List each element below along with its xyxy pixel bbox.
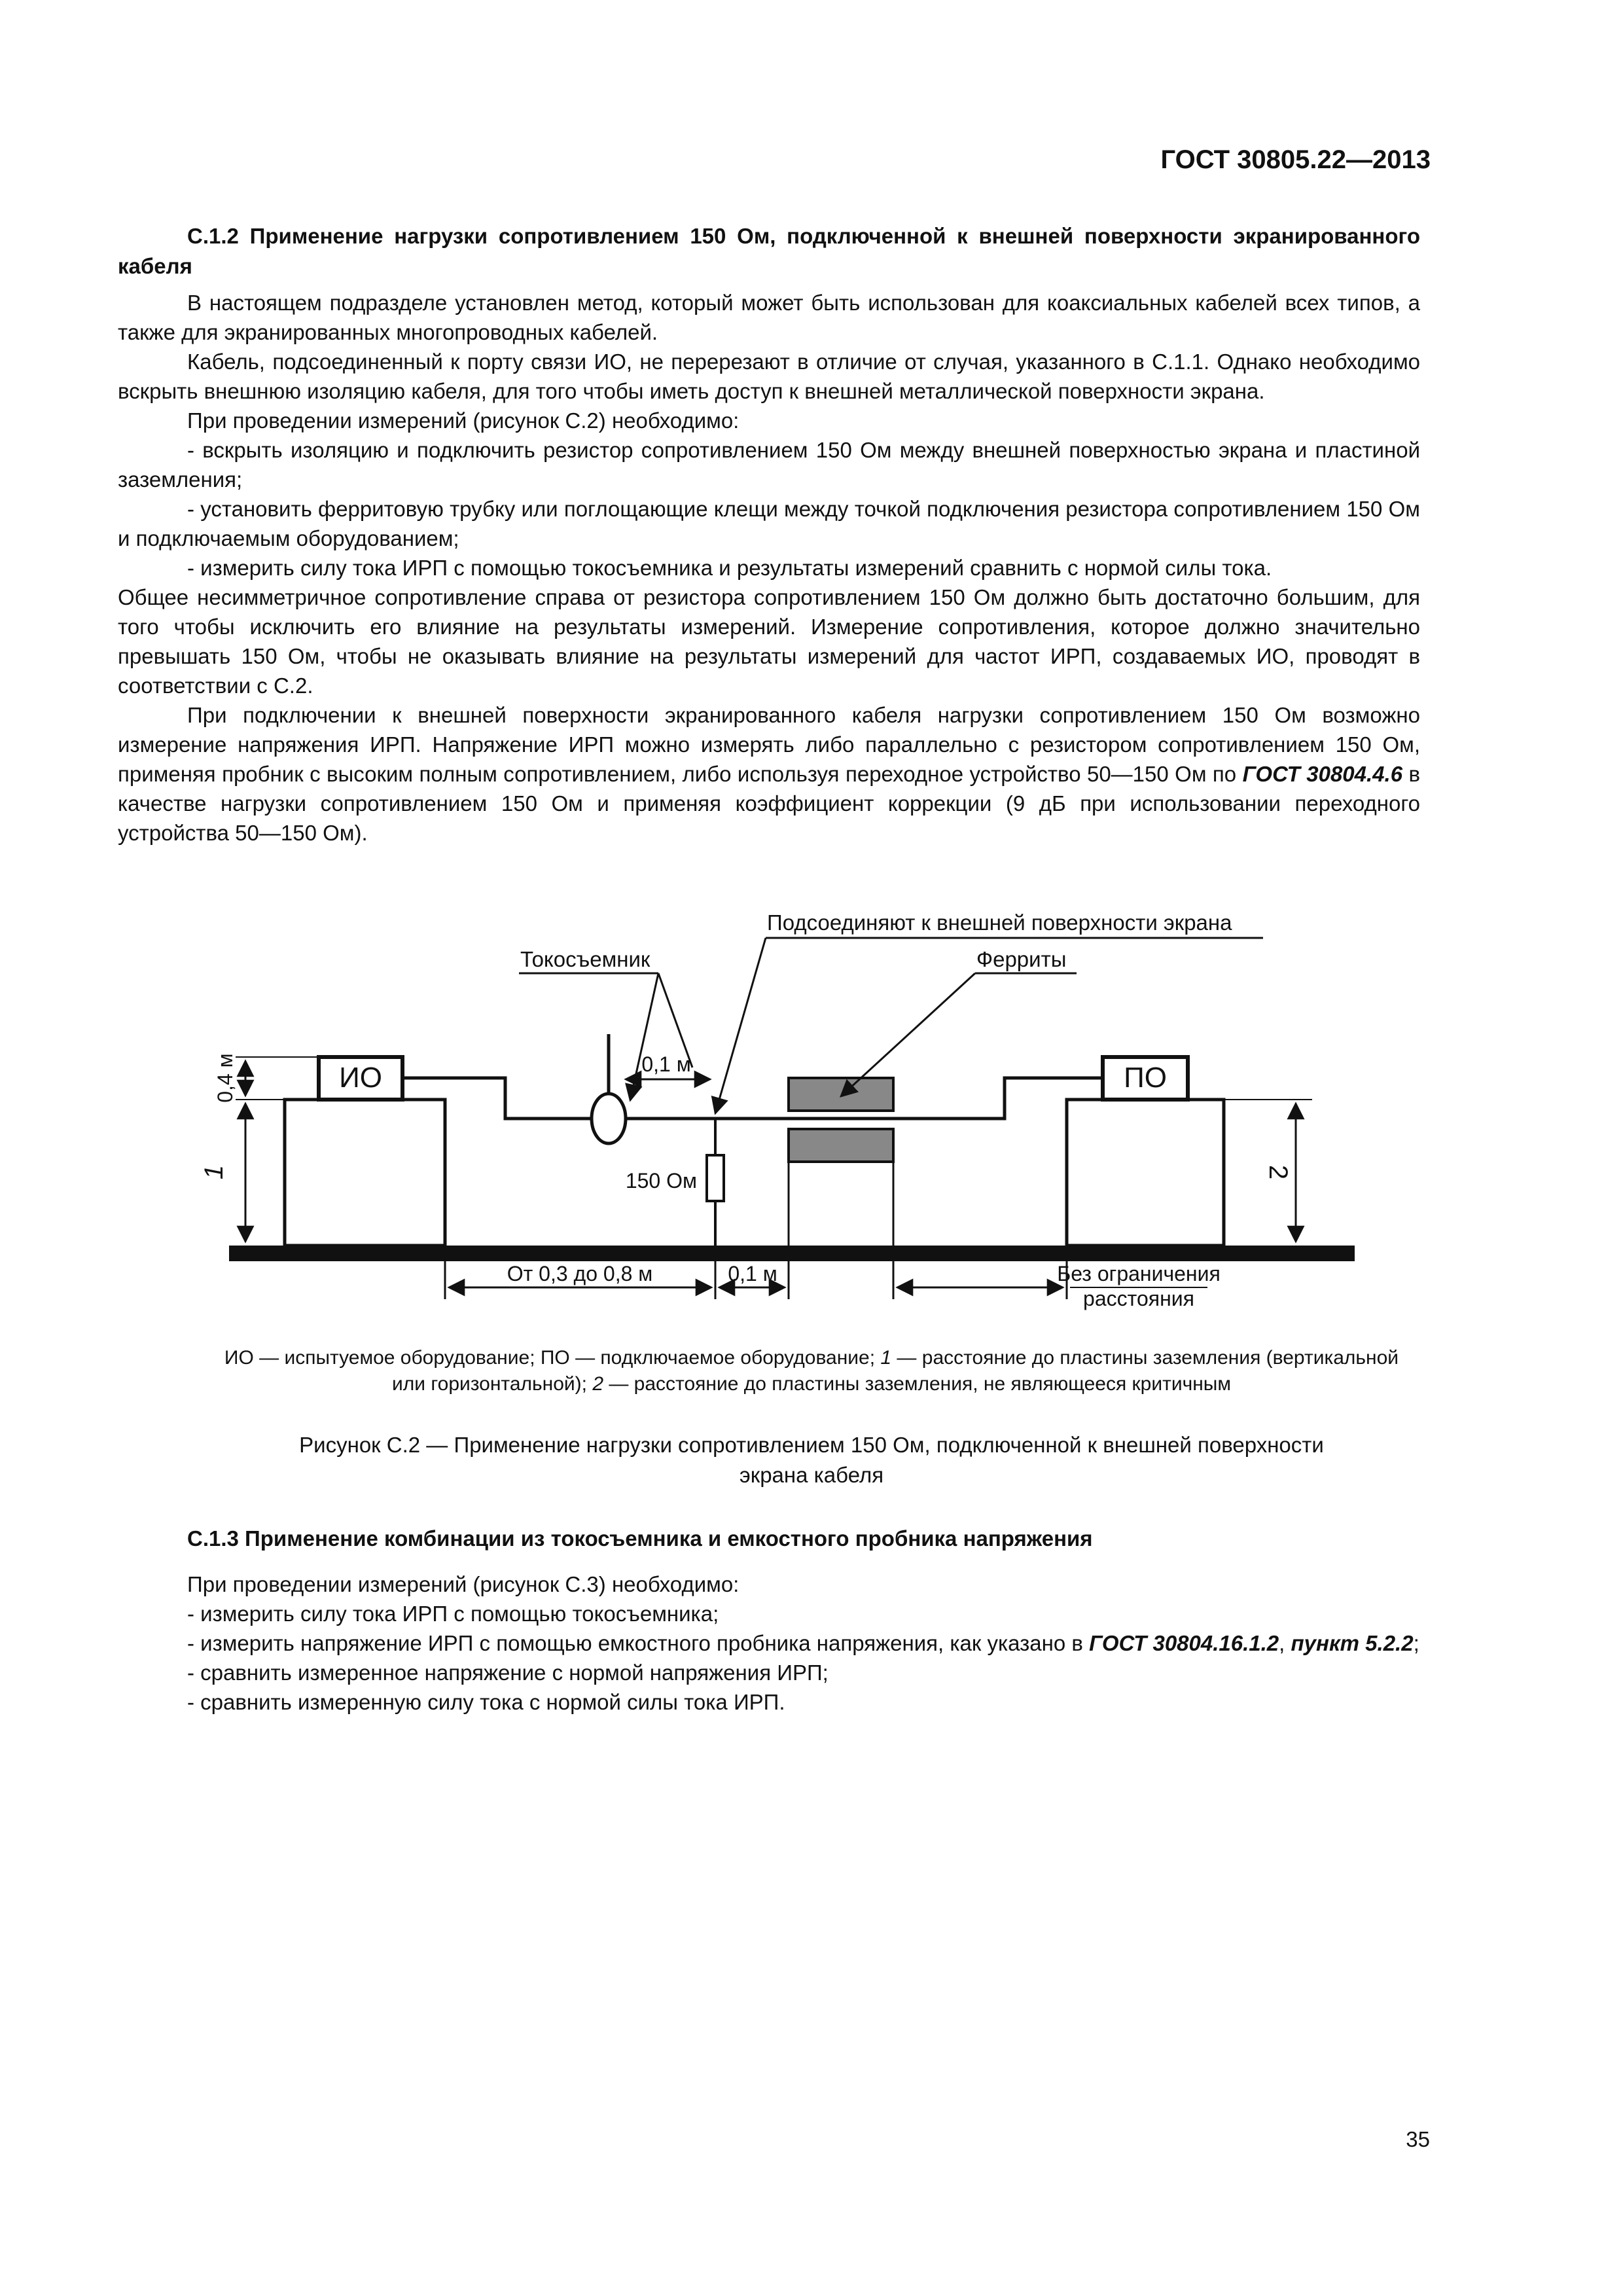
ferrite-upper (789, 1078, 893, 1111)
bullet-item: - сравнить измеренную силу тока с нормой силы тока ИРП. (187, 1690, 785, 1714)
bullet-item: - сравнить измеренное напряжение с нормой напряжения ИРП; (187, 1660, 829, 1685)
section-title: С.1.2 Применение нагрузки сопротивлением 150 Ом, подключенной к внешней поверхности экранированного кабеля (118, 224, 1420, 278)
paragraph (118, 700, 1420, 848)
eut-table (285, 1100, 445, 1246)
caption-line: экрана кабеля (739, 1463, 884, 1487)
ae-label: ПО (1124, 1062, 1167, 1094)
paragraph-text: в качестве нагрузки сопротивлением 150 Ом и применяя коэффициент коррекции (9 дБ при использовании переходного устройства 50—150 Ом). (118, 762, 1420, 845)
standard-reference: ГОСТ 30804.4.6 (1242, 762, 1403, 786)
label-no-limit: Без ограничения (1057, 1262, 1221, 1285)
leader-ferrites (841, 973, 975, 1096)
paragraph: Кабель, подсоединенный к порту связи ИО, не перерезают в отличие от случая, указанного в С.1.1. Однако необходимо вскрыть внешнюю изоляцию кабеля, для того чтобы иметь доступ к внешней металлической поверхности экрана. (118, 350, 1420, 403)
resistor-label: 150 Ом (625, 1169, 697, 1193)
section-c13 (118, 1524, 1420, 1717)
bullet-text: , (1279, 1631, 1285, 1655)
paragraph: При проведении измерений (рисунок С.2) необходимо: (187, 408, 740, 433)
standard-reference: ГОСТ 30804.16.1.2 (1089, 1631, 1279, 1655)
legend-text: — расстояние до пластины заземления (вертикальной (891, 1347, 1399, 1369)
legend-line (105, 1371, 1518, 1397)
ae-table (1067, 1100, 1224, 1246)
label-1: 1 (200, 1164, 228, 1180)
paragraph: В настоящем подразделе установлен метод, который может быть использован для коаксиальных кабелей всех типов, а также для экранированных многопроводных кабелей. (118, 291, 1420, 344)
label-no-limit: расстояния (1083, 1287, 1194, 1310)
figure-c2-diagram (98, 906, 1355, 1325)
label-dist-range: От 0,3 до 0,8 м (507, 1262, 653, 1285)
label-2: 2 (1264, 1164, 1293, 1180)
figure-legend (105, 1345, 1518, 1397)
current-probe (592, 1094, 626, 1143)
bullet-item (118, 1628, 1420, 1658)
bullet-item: - вскрыть изоляцию и подключить резистор сопротивлением 150 Ом между внешней поверхностью экрана и пластиной заземления; (118, 438, 1420, 492)
resistor-150ohm (707, 1155, 724, 1201)
caption-line: Рисунок С.2 — Применение нагрузки сопротивлением 150 Ом, подключенной к внешней поверхности (299, 1433, 1324, 1457)
legend-text: ИО — испытуемое оборудование; ПО — подключаемое оборудование; (224, 1347, 881, 1369)
eut-label: ИО (339, 1062, 382, 1094)
legend-text: или горизонтальной); (392, 1373, 593, 1395)
standard-reference: пункт 5.2.2 (1291, 1631, 1414, 1655)
legend-text: — расстояние до пластины заземления, не являющееся критичным (603, 1373, 1231, 1395)
bullet-text: - измерить напряжение ИРП с помощью емкостного пробника напряжения, как указано в (187, 1631, 1090, 1655)
bullet-item: - установить ферритовую трубку или поглощающие клещи между точкой подключения резистора сопротивлением 150 Ом и подключаемым оборудованием; (118, 497, 1420, 550)
figure-caption (105, 1430, 1518, 1490)
label-04m: 0,4 м (213, 1053, 237, 1103)
label-probe: Токосъемник (520, 947, 651, 971)
section-c12 (118, 221, 1420, 848)
document-number: ГОСТ 30805.22—2013 (1160, 145, 1431, 174)
paragraph-text: При подключении к внешней поверхности экранированного кабеля нагрузки сопротивлением 150 Ом возможно измерение напряжения ИРП. Напряжение ИРП можно измерять либо параллельно с резистором сопротивлением 150 Ом, применяя пробник с высоким полным сопротивлением, либо используя переходное устройство 50—150 Ом по (118, 703, 1420, 786)
bullet-text: ; (1413, 1631, 1419, 1655)
cable (402, 1078, 1103, 1119)
label-01m-bottom: 0,1 м (728, 1262, 777, 1285)
label-connect-shield: Подсоединяют к внешней поверхности экрана (767, 910, 1232, 935)
bullet-item: - измерить силу тока ИРП с помощью токосъемника и результаты измерений сравнить с нормой силы тока. (187, 556, 1272, 580)
bullet-item: - измерить силу тока ИРП с помощью токосъемника; (187, 1602, 719, 1626)
legend-number: 2 (592, 1373, 604, 1395)
paragraph: Общее несимметричное сопротивление справа от резистора сопротивлением 150 Ом должно быть достаточно большим, для того чтобы исключить его влияние на результаты измерений. Измерение сопротивления, которое должно значительно превышать 150 Ом, чтобы не оказывать влияние на результаты измерений для частот ИРП, создаваемых ИО, проводят в соответствии с С.2. (118, 585, 1420, 698)
ground-plane (229, 1246, 1355, 1261)
legend-line (105, 1345, 1518, 1371)
leader-probe (630, 973, 658, 1100)
page-number: 35 (1406, 2127, 1430, 2151)
legend-number: 1 (880, 1347, 892, 1369)
section-title: С.1.3 Применение комбинации из токосъемника и емкостного пробника напряжения (187, 1526, 1093, 1551)
ferrite-lower (789, 1129, 893, 1162)
label-ferrites: Ферриты (976, 947, 1067, 971)
leader-connect-shield (715, 938, 766, 1113)
paragraph: При проведении измерений (рисунок С.3) необходимо: (187, 1572, 740, 1596)
label-01m-top: 0,1 м (641, 1052, 691, 1076)
